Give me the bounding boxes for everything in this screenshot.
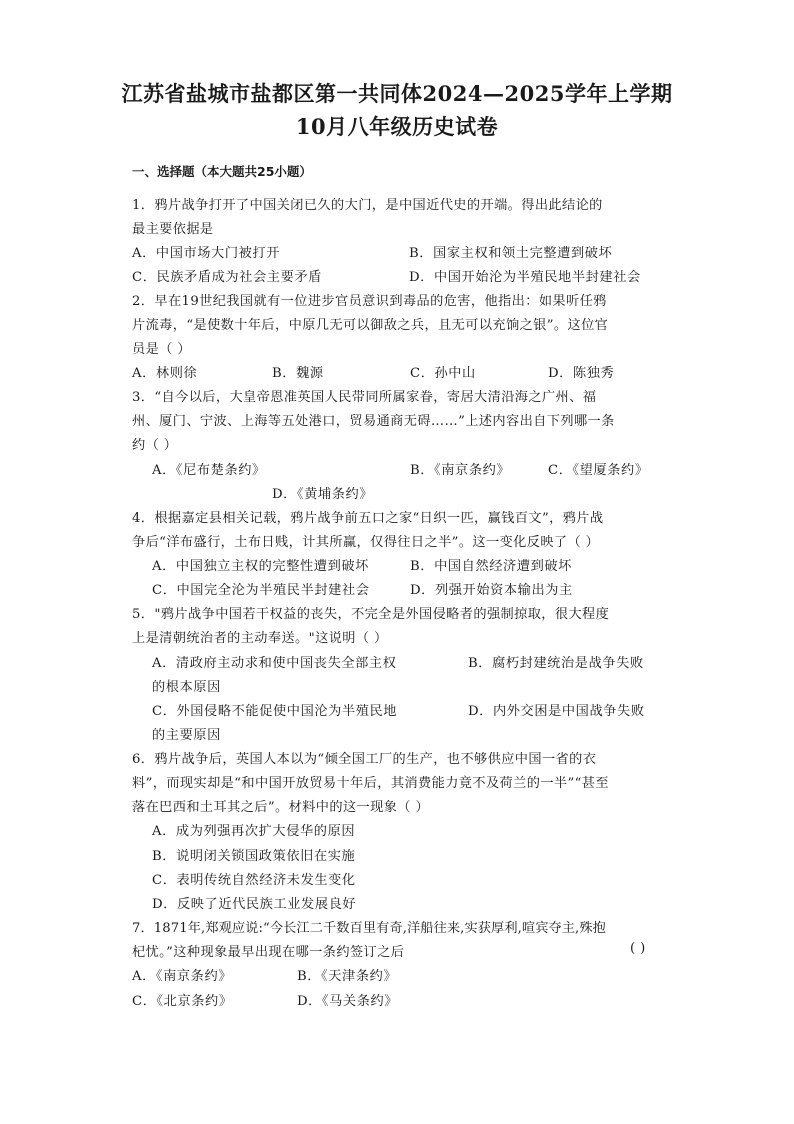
q3-option-a: A．《尼布楚条约》 (152, 463, 266, 478)
q6-stem-line1: 6．鸦片战争后，英国人本以为“倾全国工厂的生产，也不够供应中国一省的衣 (132, 752, 597, 767)
q1-option-a: A．中国市场大门被打开 (132, 246, 280, 261)
q3-stem-line3: 约（ ） (132, 438, 178, 453)
q4-stem-line1: 4．根据嘉定县相关记载，鸦片战争前五口之家“日织一匹，赢钱百文”，鸦片战 (132, 511, 604, 526)
q6-stem-line3: 落在巴西和土耳其之后”。材料中的这一现象（ ） (132, 800, 430, 815)
q2-stem-line1: 2．早在19世纪我国就有一位进步官员意识到毒品的危害，他指出：如果听任鸦 (132, 294, 607, 309)
q6-option-d: D．反映了近代民族工业发展良好 (152, 897, 357, 912)
q1-option-b: B．国家主权和领土完整遭到破坏 (409, 246, 613, 261)
q5-option-d-cont: 的主要原因 (152, 728, 221, 743)
q4-option-b: B．中国自然经济遭到破坏 (410, 559, 572, 574)
q7-stem-line2: 杞忧。”这种现象最早出现在哪一条约签订之后 (132, 945, 405, 960)
q1-stem-line1: 1．鸦片战争打开了中国关闭已久的大门，是中国近代史的开端。得出此结论的 (132, 198, 603, 213)
q5-option-c: C．外国侵略不能促使中国沦为半殖民地 (152, 704, 398, 719)
q4-option-a: A．中国独立主权的完整性遭到破坏 (152, 559, 369, 574)
q5-option-b: B．腐朽封建统治是战争失败 (468, 656, 644, 671)
q7-option-c: C．《北京条约》 (132, 994, 233, 1009)
q7-option-b: B．《天津条约》 (297, 969, 398, 984)
q3-option-d: D．《黄埔条约》 (272, 487, 374, 502)
q5-stem-line1: 5．"鸦片战争中国若干权益的丧失，不完全是外国侵略者的强制掠取，很大程度 (132, 607, 610, 622)
q6-option-c: C．表明传统自然经济未发生变化 (152, 873, 356, 888)
q5-stem-line2: 上是清朝统治者的主动奉送。"这说明（ ） (132, 631, 388, 646)
exam-title-line2: 10月八年级历史试卷 (295, 114, 499, 139)
q2-stem-line2: 片流毒，“是使数十年后，中原几无可以御敌之兵，且无可以充饷之银”。这位官 (132, 318, 609, 333)
q7-option-a: A．《南京条约》 (132, 969, 233, 984)
q6-option-a: A．成为列强再次扩大侵华的原因 (152, 824, 356, 839)
q5-option-b-cont: 的根本原因 (152, 680, 221, 695)
q2-option-b: B．魏源 (272, 366, 324, 381)
q4-option-c: C．中国完全沦为半殖民半封建社会 (152, 583, 370, 598)
q3-option-c: C．《望厦条约》 (548, 463, 649, 478)
q2-option-c: C．孙中山 (410, 366, 476, 381)
q3-stem-line2: 州、厦门、宁波、上海等五处港口，贸易通商无碍……”上述内容出自下列哪一条 (132, 414, 615, 429)
q3-stem-line1: 3．“自今以后，大皇帝恩准英国人民带同所属家眷，寄居大清沿海之广州、福 (132, 390, 597, 405)
q1-stem-line2: 最主要依据是 (132, 222, 214, 237)
q2-stem-line3: 员是（ ） (132, 342, 191, 357)
q5-option-d: D．内外交困是中国战争失败 (468, 704, 645, 719)
q1-option-c: C．民族矛盾成为社会主要矛盾 (132, 270, 322, 285)
q4-stem-line2: 争后“洋布盛行，土布日贱，计其所赢，仅得往日之半”。这一变化反映了（ ） (132, 535, 600, 550)
q4-option-d: D．列强开始资本输出为主 (410, 583, 573, 598)
q6-option-b: B．说明闭关锁国政策依旧在实施 (152, 849, 356, 864)
q2-option-a: A．林则徐 (132, 366, 198, 381)
q2-option-d: D．陈独秀 (548, 366, 615, 381)
q6-stem-line2: 料”，而现实却是“和中国开放贸易十年后，其消费能力竟不及荷兰的一半”“甚至 (132, 776, 609, 791)
q7-stem-line1: 7．1871年,郑观应说:“今长江二千数百里有奇,洋船往来,实获厚利,喧宾夺主,殊抱 (132, 921, 606, 936)
q3-option-b: B．《南京条约》 (410, 463, 511, 478)
q5-option-a: A．清政府主动求和使中国丧失全部主权 (152, 656, 397, 671)
q7-answer-bracket: ( ) (630, 941, 646, 956)
q1-option-d: D．中国开始沦为半殖民地半封建社会 (409, 270, 641, 285)
section-heading: 一、选择题（本大题共25小题） (132, 164, 312, 179)
exam-title-line1: 江苏省盐城市盐都区第一共同体2024—2025学年上学期 (121, 81, 673, 106)
q7-option-d: D．《马关条约》 (297, 994, 399, 1009)
